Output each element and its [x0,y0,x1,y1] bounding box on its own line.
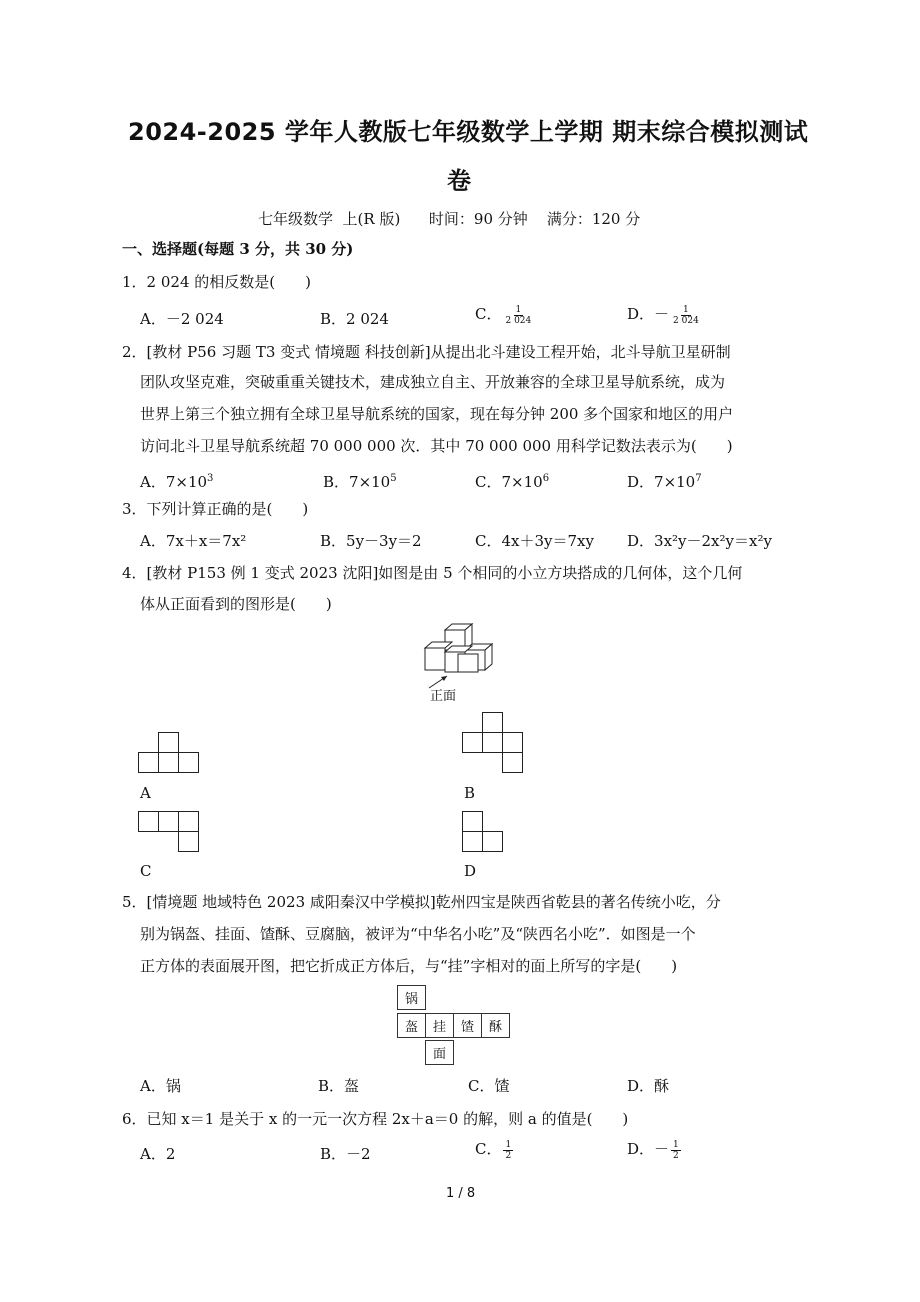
q2-b-exp: 5 [390,473,397,484]
q6-c-den: 2 [505,1150,512,1161]
shape-b-cell [482,712,503,733]
q1-c-prefix: C． [475,305,502,323]
q2-c-base: C．7×10 [475,473,543,491]
q1-option-c [475,303,535,326]
q5-option-b: B．盔 [318,1077,360,1095]
cube-stack-figure [415,620,505,705]
q5-option-c: C．馇 [468,1077,510,1095]
shape-b-cell [502,732,523,753]
q2-d-base: D．7×10 [627,473,696,491]
exam-info: 七年级数学 上(R 版) 时间：90 分钟 满分：120 分 [258,210,641,228]
q6-c-num: 1 [505,1139,512,1150]
shape-a-cell [138,752,159,773]
shape-d-cell [482,831,503,852]
q2-option-a [140,468,213,493]
front-view-label: 正面 [430,689,457,704]
question-5-line2: 别为锅盔、挂面、馇酥、豆腐脑，被评为“中华名小吃”及“陕西名小吃”．如图是一个 [140,925,696,943]
q2-option-d [627,468,702,493]
q2-option-b [323,468,397,493]
shape-c-cell [178,811,199,832]
q5-option-d: D．酥 [627,1077,670,1095]
q2-b-base: B．7×10 [323,473,391,491]
shape-c-cell [158,811,179,832]
net-cell-zha: 馇 [453,1013,482,1038]
q1-option-a: A．－2 024 [140,310,224,328]
q2-d-exp: 7 [695,473,702,484]
shape-a-cell [178,752,199,773]
q1-d-num: 1 [683,304,689,315]
q6-option-c [475,1138,515,1161]
q6-d-den: 2 [673,1150,679,1161]
question-4-line1: 4．[教材 P153 例 1 变式 2023 沈阳]如图是由 5 个相同的小立方块搭成的几何体，这个几何 [122,564,743,582]
shape-b-cell [462,732,483,753]
shape-c-cell [178,831,199,852]
cube-net [397,985,511,1065]
q3-option-a: A．7x＋x＝7x² [140,532,247,550]
q3-option-d: D．3x²y－2x²y＝x²y [627,532,772,550]
q4-shape-b [462,712,526,776]
q6-option-b: B．－2 [320,1145,371,1163]
q1-c-den: 2 024 [505,315,532,326]
shape-d-cell [462,831,483,852]
q2-c-exp: 6 [542,473,550,484]
question-2-line1: 2．[教材 P56 习题 T3 变式 情境题 科技创新]从提出北斗建设工程开始，北斗导航卫星研制 [122,343,731,361]
q4-label-a: A [140,784,151,802]
question-1-stem: 1．2 024 的相反数是( ) [122,273,311,291]
question-2-line4: 访问北斗卫星导航系统超 70 000 000 次．其中 70 000 000 用科学记数法表示为( ) [140,437,733,455]
q6-c-prefix: C． [475,1140,502,1158]
question-2-line3: 世界上第三个独立拥有全球卫星导航系统的国家，现在每分钟 200 多个国家和地区的用户 [140,405,734,423]
q4-shape-c [138,811,202,855]
question-6-stem: 6．已知 x＝1 是关于 x 的一元一次方程 2x＋a＝0 的解，则 a 的值是( ) [122,1110,629,1128]
page-title-line2: 卷 [447,167,472,195]
q4-label-d: D [464,862,477,880]
q6-c-fraction [503,1140,513,1161]
q1-c-fraction [503,305,533,326]
shape-b-cell [482,732,503,753]
net-cell-su: 酥 [481,1013,510,1038]
question-3-stem: 3．下列计算正确的是( ) [122,500,309,518]
q6-d-fraction [671,1140,681,1161]
q6-d-prefix: D．－ [627,1140,670,1158]
q5-option-a: A．锅 [140,1077,181,1095]
q1-c-num: 1 [515,304,522,315]
question-4-line2: 体从正面看到的图形是( ) [140,595,332,613]
q2-option-c [475,468,549,493]
q4-shape-a [138,732,202,776]
q1-option-b: B．2 024 [320,310,389,328]
page-number: 1 / 8 [446,1186,476,1201]
net-cell-kui: 盔 [397,1013,426,1038]
shape-a-cell [158,752,179,773]
q2-a-base: A．7×10 [140,473,208,491]
question-5-line1: 5．[情境题 地域特色 2023 咸阳秦汉中学模拟]乾州四宝是陕西省乾县的著名传统小吃，分 [122,893,721,911]
shape-c-cell [138,811,159,832]
question-2-line2: 团队攻坚克难，突破重重关键技术，建成独立自主、开放兼容的全球卫星导航系统，成为 [140,373,726,391]
q4-shape-d [462,811,506,855]
net-cell-gua: 挂 [425,1013,454,1038]
q6-d-num: 1 [673,1139,679,1150]
shape-d-cell [462,811,483,832]
q4-label-c: C [140,862,152,880]
q1-d-fraction [671,305,701,326]
shape-b-cell [502,752,523,773]
net-cell-mian: 面 [425,1040,454,1065]
q3-option-b: B．5y－3y＝2 [320,532,422,550]
q6-option-d [627,1138,683,1161]
q1-d-prefix: D．－ [627,305,670,323]
q3-option-c: C．4x＋3y＝7xy [475,532,594,550]
q6-option-a: A．2 [140,1145,176,1163]
q1-option-d [627,303,703,326]
question-5-line3: 正方体的表面展开图，把它折成正方体后，与“挂”字相对的面上所写的字是( ) [140,957,678,975]
net-cell-guo: 锅 [397,985,426,1010]
section-heading: 一、选择题(每题 3 分，共 30 分) [122,240,354,258]
page-title-line1: 2024-2025 学年人教版七年级数学上学期 期末综合模拟测试 [128,118,809,146]
q2-a-exp: 3 [207,473,214,484]
q1-d-den: 2 024 [673,315,699,326]
q4-label-b: B [464,784,476,802]
shape-a-cell [158,732,179,753]
